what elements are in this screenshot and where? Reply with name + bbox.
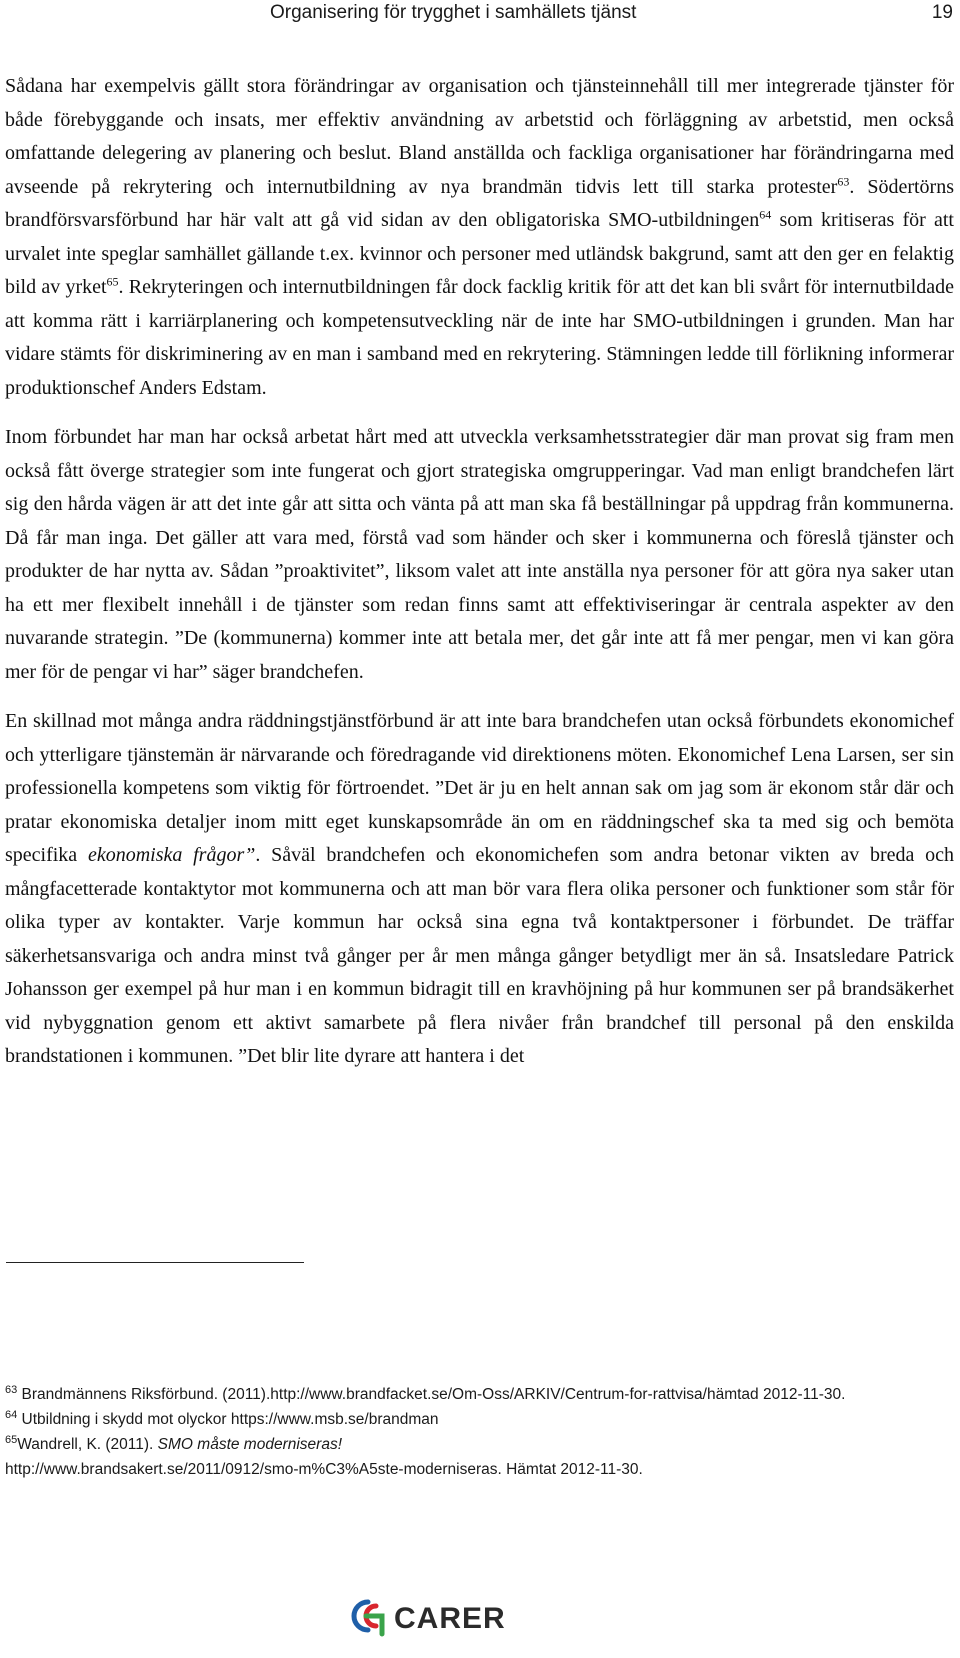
text-run: http://www.brandsakert.se/2011/0912/smo-m%C3%A5ste-moderniseras. Hämtat 2012-11-30. [5, 1461, 643, 1478]
text-run: Wandrell, K. (2011). [17, 1436, 158, 1453]
footnote [5, 1407, 855, 1432]
paragraph [5, 421, 954, 689]
footnotes [5, 1382, 855, 1482]
header-title: Organisering för trygghet i samhällets tjänst [270, 2, 637, 23]
italic-text: ekonomiska frågor” [87, 844, 256, 866]
text-run: Utbildning i skydd mot olyckor https://www.msb.se/brandman [17, 1411, 439, 1428]
text-run: Sådana har exempelvis gällt stora förändringar av organisation och tjänsteinnehåll till mer integrerade tjänster för både förebyggande och insats, mer effektiv användning av arbetstid och förläggning av arbetstid, men också omfattande delegering av planering och beslut. Bland anställda och fackliga organisationer har förändringarna med avseende på rekrytering och internutbildning av nya brandmän tidvis lett till starka protester [5, 75, 954, 198]
logo-wordmark: CARER [394, 1602, 506, 1635]
footnote-ref: 63 [837, 173, 850, 188]
text-run: som kritiseras för att urvalet inte speglar samhället gällande t.ex. kvinnor och personer med utländsk bakgrund, samt att den ger en felaktig bild av yrket [5, 209, 954, 298]
text-run: . Såväl brandchefen och ekonomichefen som andra betonar vikten av breda och mångfacetterade kontaktytor mot kommunerna och att man bör vara flera olika personer och funktioner som står för olika typer av kontakter. Varje kommun har också sina egna två kontaktpersoner i förbundet. De träffar säkerhetsansvariga och andra minst två gånger per år men många gånger betydligt mer än så. Insatsledare Patrick Johansson ger exempel på hur man i en kommun bidragit till en kravhöjning på hur kommunen ser på brandsäkerhet vid nybyggnation genom ett aktivt samarbete på flera nivåer från brandchef till personal på den enskilda brandstationen i kommunen. ”Det blir lite dyrare att hantera i det [5, 844, 954, 1067]
text-run: . Södertörns brandförsvarsförbund har här valt att gå vid sidan av den obligatoriska SMO-utbildningen [5, 175, 954, 231]
running-header [270, 2, 953, 30]
carer-logo-icon [346, 1596, 390, 1640]
footnote-number: 65 [5, 1433, 18, 1446]
footnote [5, 1382, 855, 1407]
carer-logo [346, 1596, 546, 1640]
text-run: En skillnad mot många andra räddningstjänstförbund är att inte bara brandchefen utan också förbundets ekonomichef och ytterligare tjänstemän är närvarande och föredragande vid direktionens möten. Ekonomichef Lena Larsen, ser sin professionella kompetens som viktig för förtroendet. ”Det är ju en helt annan sak om jag som är ekonom står där och pratar ekonomiska detaljer inom mitt eget kunskapsområde än om en räddningschef ska ta med sig och bemöta specifika [5, 710, 954, 866]
body-text [5, 70, 954, 1090]
footnote [5, 1432, 855, 1457]
footnote [5, 1457, 855, 1482]
footnote-number: 63 [5, 1383, 18, 1396]
paragraph [5, 70, 954, 405]
page-number: 19 [931, 2, 953, 23]
text-run: Inom förbundet har man har också arbetat hårt med att utveckla verksamhetsstrategier där man provat sig fram men också fått överge strategier som inte fungerat och gjort strategiska omgrupperingar. Vad man enligt brandchefen lärt sig den hårda vägen är att det inte går att sitta och vänta på att man ska få beställningar på uppdrag från kommunerna. Då får man inga. Det gäller att vara med, förstå vad som händer och sker i kommunerna och föreslå tjänster och produkter de har nytta av. Sådan ”proaktivitet”, liksom valet att inte anställa nya personer för att göra nya saker utan ha ett mer flexibelt innehåll i de tjänster som redan finns samt att effektiviseringar är centrala aspekter av den nuvarande strategin. ”De (kommunerna) kommer inte att betala mer, det går inte att få mer pengar, men vi kan göra mer för de pengar vi har” säger brandchefen. [5, 426, 954, 683]
text-run: . Rekryteringen och internutbildningen får dock facklig kritik för att det kan bli svårt för internutbildade att komma rätt i karriärplanering och kompetensutveckling när de inte har SMO-utbildningen i grunden. Man har vidare stämts för diskriminering av en man i samband med en rekrytering. Stämningen ledde till förlikning informerar produktionschef Anders Edstam. [5, 276, 954, 399]
footnote-separator [6, 1262, 304, 1263]
footnote-ref: 65 [106, 274, 119, 289]
paragraph [5, 705, 954, 1074]
italic-text: SMO måste moderniseras! [157, 1436, 343, 1453]
footnote-ref: 64 [759, 207, 772, 222]
text-run: Brandmännens Riksförbund. (2011).http://www.brandfacket.se/Om-Oss/ARKIV/Centrum-for-rattvisa/hämtad 2012-11-30. [17, 1386, 846, 1403]
footnote-number: 64 [5, 1408, 18, 1421]
